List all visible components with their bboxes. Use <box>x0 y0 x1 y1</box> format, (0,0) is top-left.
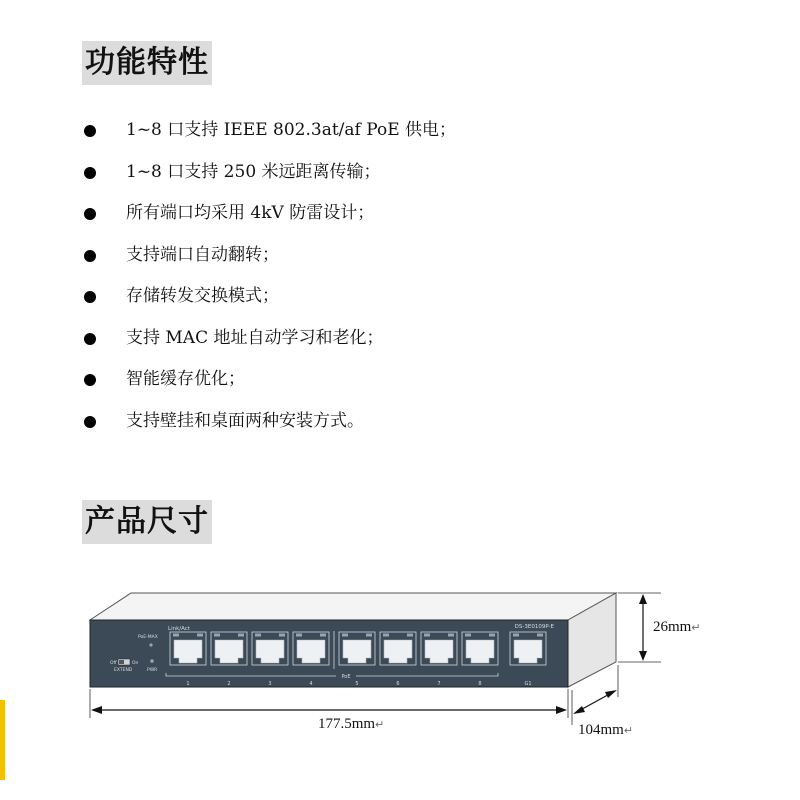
feature-text: 支持壁挂和桌面两种安装方式。 <box>126 410 364 431</box>
feature-item <box>84 401 456 443</box>
feature-text: 所有端口均采用 4kV 防雷设计； <box>126 203 375 223</box>
port-led <box>320 634 326 637</box>
port-led <box>197 634 203 637</box>
feature-item <box>84 193 456 235</box>
bullet-icon <box>84 374 96 386</box>
port-number: 5 <box>355 681 359 687</box>
uplink-label: G1 <box>524 681 532 687</box>
port-number: 3 <box>268 681 272 687</box>
port-led <box>537 634 543 637</box>
port-number: 2 <box>227 681 231 687</box>
feature-item <box>84 359 456 401</box>
extend-switch-knob <box>119 660 124 664</box>
port-led <box>238 634 244 637</box>
edge-highlight <box>0 700 5 780</box>
port-led <box>342 634 348 637</box>
height-arrow-bottom <box>639 651 647 661</box>
port-led <box>214 634 220 637</box>
bullet-icon <box>84 333 96 345</box>
port-led <box>448 634 454 637</box>
port-led <box>255 634 261 637</box>
feature-text: 存储转发交换模式； <box>126 286 279 306</box>
feature-item <box>84 276 456 318</box>
feature-item <box>84 152 456 194</box>
model-label: DS-3E0109P-E <box>514 624 554 630</box>
port-led <box>366 634 372 637</box>
bullet-icon <box>84 125 96 137</box>
feature-list <box>84 110 456 442</box>
features-title: 功能特性 <box>82 41 212 85</box>
port-led <box>465 634 471 637</box>
switch-top-face <box>90 593 616 620</box>
feature-text: 1~8 口支持 250 米远距离传输； <box>126 161 381 182</box>
poe-group-label: PoE <box>341 674 351 680</box>
switch-on-label: On <box>132 661 139 666</box>
width-label: 177.5mm↵ <box>318 716 385 732</box>
width-arrow-right <box>556 706 567 714</box>
feature-text: 智能缓存优化； <box>126 369 245 389</box>
port-led <box>383 634 389 637</box>
width-arrow-left <box>91 706 102 714</box>
feature-text: 支持端口自动翻转； <box>126 244 279 265</box>
port-led <box>279 634 285 637</box>
bullet-icon <box>84 167 96 179</box>
feature-item <box>84 318 456 360</box>
port-led <box>424 634 430 637</box>
depth-arrow-left <box>573 706 585 714</box>
depth-arrow-right <box>605 690 617 698</box>
dimensions-title: 产品尺寸 <box>82 500 212 544</box>
link-act-label: Link/Act <box>168 626 190 632</box>
depth-label: 104mm↵ <box>578 722 634 738</box>
port-led <box>513 634 519 637</box>
port-number: 7 <box>437 681 441 687</box>
feature-item <box>84 235 456 277</box>
switch-off-label: Off <box>110 661 117 666</box>
port-led <box>489 634 495 637</box>
port-led <box>407 634 413 637</box>
feature-text: 支持 MAC 地址自动学习和老化； <box>126 327 384 348</box>
bullet-icon <box>84 208 96 220</box>
bullet-icon <box>84 416 96 428</box>
feature-text: 1~8 口支持 IEEE 802.3at/af PoE 供电； <box>126 120 457 140</box>
port-led <box>173 634 179 637</box>
bullet-icon <box>84 291 96 303</box>
height-arrow-top <box>639 594 647 604</box>
extend-label: EXTEND <box>114 668 133 673</box>
height-label: 26mm↵ <box>653 619 701 635</box>
port-number: 4 <box>309 681 313 687</box>
feature-item <box>84 110 456 152</box>
pwr-label: PWR <box>147 668 158 673</box>
poe-max-label: PoE-MAX <box>138 635 158 640</box>
port-number: 8 <box>478 681 482 687</box>
port-led <box>296 634 302 637</box>
pwr-led <box>150 659 154 663</box>
port-number: 1 <box>186 681 190 687</box>
bullet-icon <box>84 250 96 262</box>
port-number: 6 <box>396 681 400 687</box>
poe-max-led <box>149 643 152 646</box>
